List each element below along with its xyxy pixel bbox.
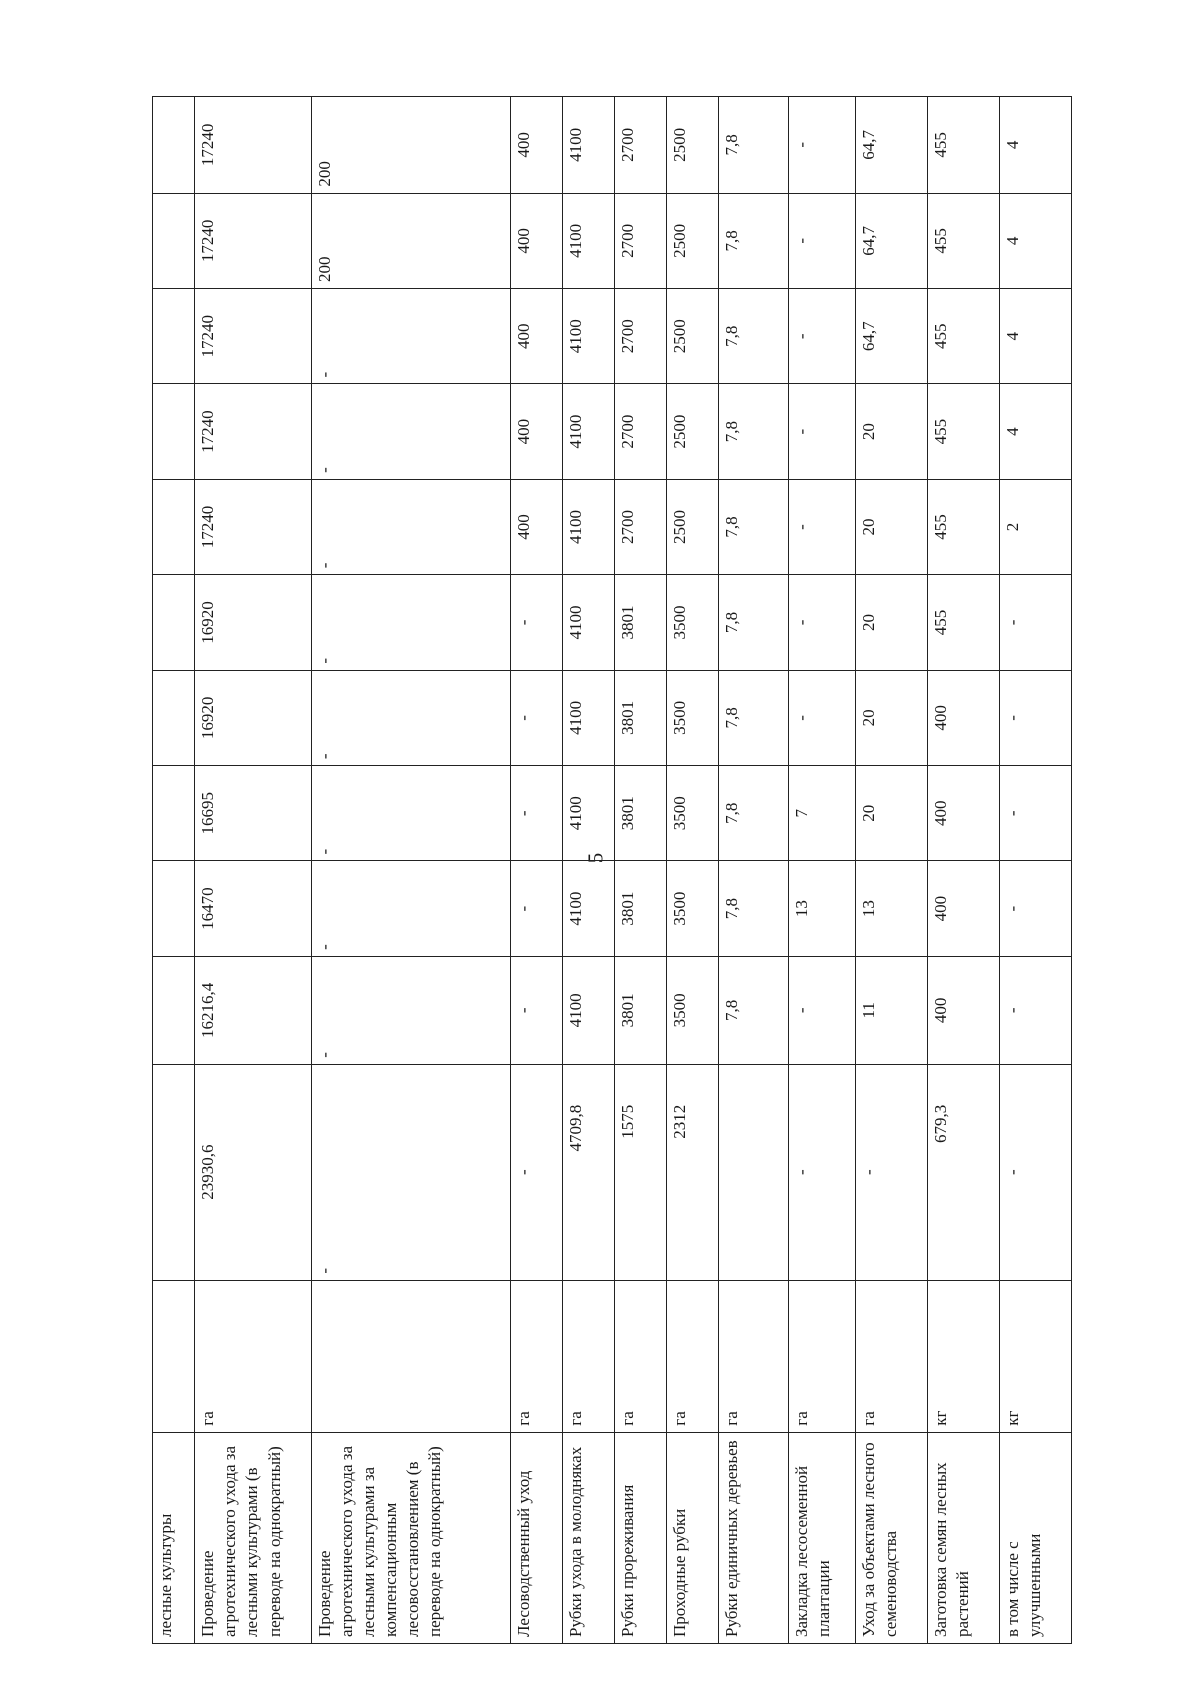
value-cell: 2312 — [667, 1064, 719, 1280]
unit-cell: га — [614, 1280, 666, 1432]
value-cell: 400 — [510, 384, 562, 479]
value-cell — [719, 1064, 789, 1280]
value-cell: 2500 — [667, 479, 719, 574]
value-cell: 2700 — [614, 479, 666, 574]
value-cell: 200 — [311, 193, 510, 288]
value-cell: 400 — [927, 956, 999, 1064]
table-row — [562, 97, 614, 1644]
value-cell: - — [311, 384, 510, 479]
value-cell: 20 — [855, 575, 927, 670]
value-cell: 4100 — [562, 766, 614, 861]
value-cell: 3500 — [667, 575, 719, 670]
value-cell: - — [999, 575, 1071, 670]
row-name-cell: Закладка лесосеменной плантации — [788, 1432, 855, 1643]
value-cell: 400 — [510, 289, 562, 384]
row-name-cell: Рубки ухода в молодняках — [562, 1432, 614, 1643]
value-cell: - — [311, 289, 510, 384]
value-cell: 400 — [927, 766, 999, 861]
value-cell: 3500 — [667, 956, 719, 1064]
value-cell — [153, 384, 195, 479]
value-cell: 20 — [855, 479, 927, 574]
value-cell: 3801 — [614, 766, 666, 861]
table-row — [195, 97, 312, 1644]
page-number: 5 — [583, 852, 608, 864]
unit-cell: га — [719, 1280, 789, 1432]
value-cell: - — [855, 1064, 927, 1280]
value-cell: 4709,8 — [562, 1064, 614, 1280]
table-row — [667, 97, 719, 1644]
row-name-cell: Проведение агротехнического ухода за лесными культурами (в переводе на однократный) — [195, 1432, 312, 1643]
value-cell: 17240 — [195, 97, 312, 194]
row-name-cell: лесные культуры — [153, 1432, 195, 1643]
rotated-table-container — [152, 96, 1072, 1644]
value-cell: - — [510, 1064, 562, 1280]
table-row — [927, 97, 999, 1644]
value-cell: 455 — [927, 575, 999, 670]
value-cell: 7,8 — [719, 575, 789, 670]
value-cell: - — [510, 861, 562, 956]
value-cell: - — [311, 575, 510, 670]
value-cell: - — [788, 384, 855, 479]
value-cell: 4 — [999, 97, 1071, 194]
value-cell: 400 — [510, 97, 562, 194]
value-cell: 17240 — [195, 193, 312, 288]
value-cell: 7,8 — [719, 670, 789, 765]
value-cell — [153, 861, 195, 956]
value-cell: 20 — [855, 384, 927, 479]
value-cell: 4100 — [562, 575, 614, 670]
value-cell: 64,7 — [855, 289, 927, 384]
value-cell: 2500 — [667, 193, 719, 288]
value-cell: 3801 — [614, 575, 666, 670]
value-cell: 64,7 — [855, 193, 927, 288]
value-cell: 2 — [999, 479, 1071, 574]
value-cell: - — [788, 1064, 855, 1280]
table-row — [719, 97, 789, 1644]
value-cell: 400 — [510, 193, 562, 288]
value-cell: - — [788, 479, 855, 574]
value-cell — [153, 479, 195, 574]
value-cell: - — [999, 956, 1071, 1064]
value-cell: 455 — [927, 289, 999, 384]
value-cell: 7,8 — [719, 289, 789, 384]
value-cell: - — [788, 97, 855, 194]
value-cell: - — [510, 766, 562, 861]
table-row — [999, 97, 1071, 1644]
value-cell: - — [788, 193, 855, 288]
value-cell: 4100 — [562, 956, 614, 1064]
value-cell: 4100 — [562, 670, 614, 765]
unit-cell: га — [667, 1280, 719, 1432]
value-cell: 2500 — [667, 289, 719, 384]
value-cell: 23930,6 — [195, 1064, 312, 1280]
table-row — [311, 97, 510, 1644]
value-cell: 3500 — [667, 766, 719, 861]
unit-cell: га — [855, 1280, 927, 1432]
value-cell: 20 — [855, 766, 927, 861]
value-cell: 455 — [927, 479, 999, 574]
unit-cell: га — [510, 1280, 562, 1432]
unit-cell: га — [562, 1280, 614, 1432]
value-cell: - — [788, 956, 855, 1064]
data-table — [152, 96, 1072, 1644]
value-cell: - — [999, 861, 1071, 956]
value-cell: - — [510, 575, 562, 670]
table-row — [855, 97, 927, 1644]
value-cell: - — [311, 956, 510, 1064]
value-cell: 7,8 — [719, 97, 789, 194]
unit-cell: кг — [999, 1280, 1071, 1432]
value-cell: 16920 — [195, 670, 312, 765]
value-cell: 4100 — [562, 289, 614, 384]
value-cell: 3500 — [667, 861, 719, 956]
value-cell: 17240 — [195, 384, 312, 479]
unit-cell: га — [788, 1280, 855, 1432]
value-cell: 7,8 — [719, 193, 789, 288]
value-cell: 11 — [855, 956, 927, 1064]
value-cell: 16695 — [195, 766, 312, 861]
value-cell: - — [510, 670, 562, 765]
value-cell: 400 — [510, 479, 562, 574]
unit-cell — [311, 1280, 510, 1432]
table-row — [510, 97, 562, 1644]
value-cell: 7,8 — [719, 479, 789, 574]
value-cell: - — [788, 670, 855, 765]
value-cell: 3500 — [667, 670, 719, 765]
value-cell: - — [311, 766, 510, 861]
value-cell: - — [788, 575, 855, 670]
value-cell: 2700 — [614, 289, 666, 384]
value-cell: 17240 — [195, 479, 312, 574]
value-cell: 2700 — [614, 193, 666, 288]
value-cell — [153, 193, 195, 288]
value-cell: 7,8 — [719, 384, 789, 479]
value-cell: 7 — [788, 766, 855, 861]
value-cell: 7,8 — [719, 956, 789, 1064]
row-name-cell: Лесоводственный уход — [510, 1432, 562, 1643]
value-cell: 2500 — [667, 384, 719, 479]
value-cell: 20 — [855, 670, 927, 765]
value-cell: - — [311, 1064, 510, 1280]
table-row — [153, 97, 195, 1644]
value-cell: 4100 — [562, 384, 614, 479]
row-name-cell: Проходные рубки — [667, 1432, 719, 1643]
value-cell: 1575 — [614, 1064, 666, 1280]
row-name-cell: Заготовка семян лесных растений — [927, 1432, 999, 1643]
value-cell: - — [999, 1064, 1071, 1280]
row-name-cell: Уход за объектами лесного семеноводства — [855, 1432, 927, 1643]
value-cell: 200 — [311, 97, 510, 194]
value-cell: 13 — [788, 861, 855, 956]
value-cell: 4100 — [562, 97, 614, 194]
value-cell: 455 — [927, 384, 999, 479]
value-cell: 455 — [927, 97, 999, 194]
value-cell: 7,8 — [719, 861, 789, 956]
value-cell — [153, 575, 195, 670]
value-cell: 679,3 — [927, 1064, 999, 1280]
value-cell: 64,7 — [855, 97, 927, 194]
value-cell: 4100 — [562, 861, 614, 956]
unit-cell: кг — [927, 1280, 999, 1432]
value-cell: 4100 — [562, 479, 614, 574]
value-cell: - — [311, 670, 510, 765]
value-cell: 2500 — [667, 97, 719, 194]
value-cell — [153, 1064, 195, 1280]
value-cell: 3801 — [614, 956, 666, 1064]
value-cell: 400 — [927, 861, 999, 956]
value-cell: 4 — [999, 289, 1071, 384]
table-row — [614, 97, 666, 1644]
value-cell: 17240 — [195, 289, 312, 384]
value-cell — [153, 956, 195, 1064]
value-cell: - — [999, 670, 1071, 765]
row-name-cell: Рубки единичных деревьев — [719, 1432, 789, 1643]
row-name-cell: Рубки прореживания — [614, 1432, 666, 1643]
value-cell: 13 — [855, 861, 927, 956]
unit-cell — [153, 1280, 195, 1432]
value-cell: - — [999, 766, 1071, 861]
value-cell: 16216,4 — [195, 956, 312, 1064]
value-cell: - — [311, 479, 510, 574]
value-cell: - — [510, 956, 562, 1064]
value-cell: 16920 — [195, 575, 312, 670]
value-cell: 2700 — [614, 97, 666, 194]
value-cell: 400 — [927, 670, 999, 765]
value-cell: 2700 — [614, 384, 666, 479]
value-cell — [153, 97, 195, 194]
value-cell: 455 — [927, 193, 999, 288]
value-cell — [153, 670, 195, 765]
unit-cell: га — [195, 1280, 312, 1432]
value-cell: 4 — [999, 193, 1071, 288]
value-cell — [153, 289, 195, 384]
row-name-cell: в том числе с улучшенными — [999, 1432, 1071, 1643]
value-cell — [153, 766, 195, 861]
value-cell: 3801 — [614, 861, 666, 956]
value-cell: - — [788, 289, 855, 384]
table-row — [788, 97, 855, 1644]
value-cell: 4 — [999, 384, 1071, 479]
value-cell: 3801 — [614, 670, 666, 765]
value-cell: 7,8 — [719, 766, 789, 861]
row-name-cell: Проведение агротехнического ухода за лесными культурами за компенсационным лесовосстановлением (в переводе на однократный) — [311, 1432, 510, 1643]
value-cell: - — [311, 861, 510, 956]
value-cell: 4100 — [562, 193, 614, 288]
value-cell: 16470 — [195, 861, 312, 956]
